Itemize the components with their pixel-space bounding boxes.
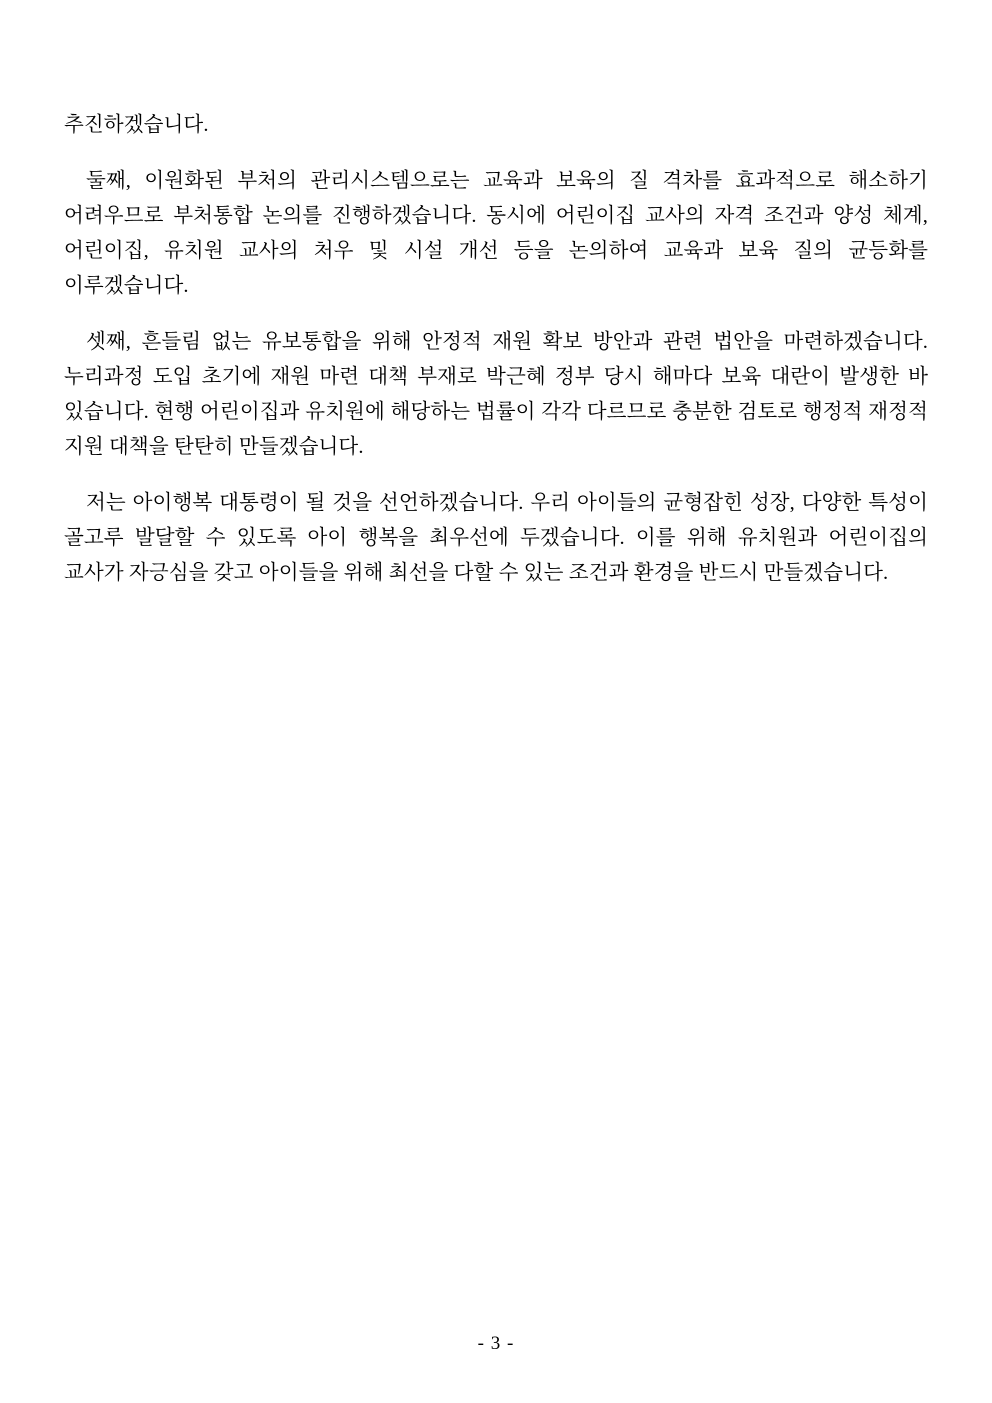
- paragraph-4: 저는 아이행복 대통령이 될 것을 선언하겠습니다. 우리 아이들의 균형잡힌 성장, 다양한 특성이 골고루 발달할 수 있도록 아이 행복을 최우선에 두겠습니다. 이를 위해 유치원과 어린이집의 교사가 자긍심을 갖고 아이들을 위해 최선을 다할 수 있는 조건과 환경을 반드시 만들겠습니다.: [64, 492, 928, 584]
- paragraph-1: 추진하겠습니다.: [64, 114, 209, 136]
- paragraph-2: 둘째, 이원화된 부처의 관리시스템으로는 교육과 보육의 질 격차를 효과적으로 해소하기 어려우므로 부처통합 논의를 진행하겠습니다. 동시에 어린이집 교사의 자격 조건과 양성 체계, 어린이집, 유치원 교사의 처우 및 시설 개선 등을 논의하여 교육과 보육 질의 균등화를 이루겠습니다.: [64, 170, 928, 297]
- document-body: [64, 108, 928, 591]
- paragraph-3: 셋째, 흔들림 없는 유보통합을 위해 안정적 재원 확보 방안과 관련 법안을 마련하겠습니다. 누리과정 도입 초기에 재원 마련 대책 부재로 박근혜 정부 당시 해마다 보육 대란이 발생한 바 있습니다. 현행 어린이집과 유치원에 해당하는 법률이 각각 다르므로 충분한 검토로 행정적 재정적 지원 대책을 탄탄히 만들겠습니다.: [64, 331, 928, 458]
- page-number: - 3 -: [477, 1333, 515, 1354]
